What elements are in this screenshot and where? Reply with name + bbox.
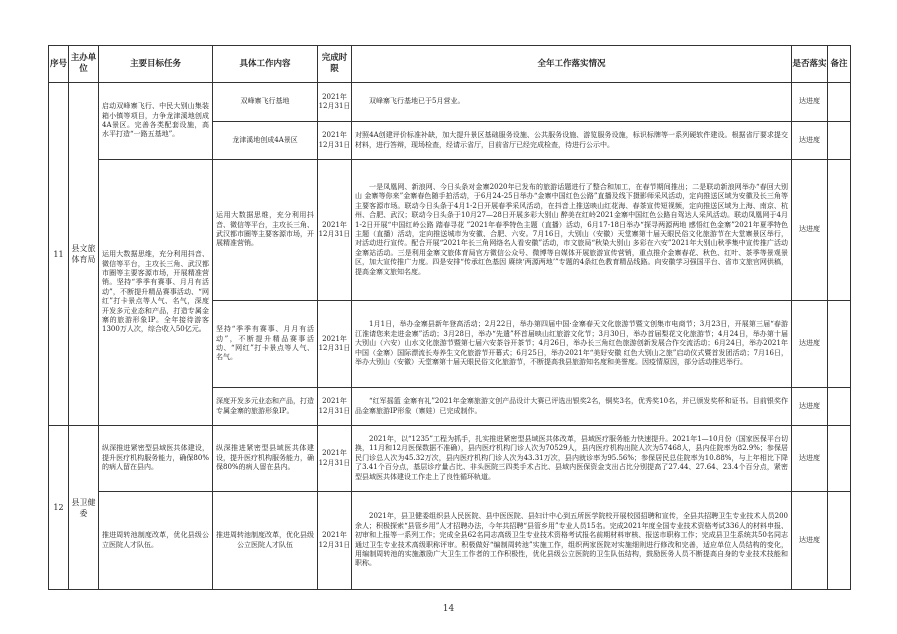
page xyxy=(48,45,850,590)
table-row xyxy=(49,426,851,492)
row-progress: 双峰寨飞行基地已于5月营业。 xyxy=(352,83,792,122)
row-progress: 2021年，以“1235”工程为抓手，扎实推进紧密型县域医共体改革，县域医疗服务能力快速提升。2021年1—10月份（国家医保平台切换，11月和12月医保数据不准确），县内医疗机构门诊人次为70529人，县内医疗机构出院人次为57468人，县内住院率为82.9%；参保居民门诊总人次为45.32万次，县内医疗机构门诊人次为43.31万次，县内就诊率为95.56%；参保居民总住院率为10.88%，与上年相比下降了3.41个百分点，基层诊疗量占比、非头医院三四类手术占比、县域内医保资金支出占比分别提高了27.44、27.64、23.4个百分点，紧密型县域医共体建设工作走上了良性循环轨道。 xyxy=(352,426,792,492)
row-goal: 启动双峰寨飞行、中民大别山集装箱小镇等项目，力争龙津溪地创成4A景区。完善各类配套设施，高水平打造“一路五基地”。 xyxy=(99,83,213,160)
row-deadline: 2021年12月31日 xyxy=(318,301,352,388)
row-deadline: 2021年12月31日 xyxy=(318,83,352,122)
row-deadline: 2021年12月31日 xyxy=(318,160,352,301)
table-row xyxy=(49,83,851,122)
row-note xyxy=(828,301,851,388)
row-goal: 运用大数据思维，充分利用抖音、微信等平台，主攻长三角、武汉都市圈等主要客源市场，开展精准营销。坚持“季季有赛事、月月有活动”，不断提升精品赛事活动、“网红”打卡景点等人气、名气，深度开发多元业态和产品，打造专属金寨的旅游形象IP。全年接待游客1300万人次，综合收入50亿元。 xyxy=(99,160,213,426)
row-note xyxy=(828,426,851,492)
row-goal: 推进周转池制度改革，优化县级公立医院人才队伍。 xyxy=(99,492,213,590)
row-work: 纵深推进紧密型县域医共体建设，提升医疗机构服务能力，确保80%的病人留在县内。 xyxy=(213,426,318,492)
page-number: 14 xyxy=(442,604,455,614)
row-work: 推进周转池制度改革，优化县级公立医院人才队伍 xyxy=(213,492,318,590)
row-progress: 2021年，县卫健委组织县人民医院、县中医医院、县妇计中心到五所医学院校开展校园招聘和宣传，全县共招聘卫生专业技术人员200余人；积极探索“县管乡用”人才招聘办法，今年共招聘“县管乡用”专业人员15名。完成2021年度全国专业技术资格考试336人的材料申报、初审和上报等一系列工作；完成全县62名同志高级卫生专业技术资格考试报名前期材料审核、报送市职称工作；完成县卫生系统共50名同志通过卫生专业技术高级职称评审。积极做好“编制周转池”实施工作，组织两家医院对实施细则进行修改和完善，适应单位人员结构的变化，用编制周转池的实施激励广大卫生工作者的工作积极性，优化县级公立医院的卫生队伍结构，鼓励医务人员不断提高自身的专业技术技能和职称。 xyxy=(352,492,792,590)
row-status: 达进度 xyxy=(792,83,828,122)
row-seq: 12 xyxy=(49,426,69,590)
row-unit: 县卫健委 xyxy=(69,426,99,590)
row-deadline: 2021年12月31日 xyxy=(318,388,352,426)
row-goal: 纵深推进紧密型县域医共体建设，提升医疗机构服务能力，确保80%的病人留在县内。 xyxy=(99,426,213,492)
row-deadline: 2021年12月31日 xyxy=(318,426,352,492)
header-deadline: 完成时限 xyxy=(318,46,352,83)
header-seq: 序号 xyxy=(49,46,69,83)
row-deadline: 2021年12月31日 xyxy=(318,492,352,590)
row-note xyxy=(828,122,851,160)
header-note: 备注 xyxy=(828,46,851,83)
header-done: 是否落实 xyxy=(792,46,828,83)
header-work: 具体工作内容 xyxy=(213,46,318,83)
row-progress: 对照4A创建评价标准补缺，加大提升景区基础服务设施、公共服务设施、游览服务设施，标识标牌等一系列硬软件建设。根据省厅要求提交材料，进行答辩，现场检查，经请示省厅，目前省厅已经完成检查，待进行公示中。 xyxy=(352,122,792,160)
work-progress-table xyxy=(48,45,851,590)
row-progress: 1月1日，举办金寨县新年登高活动；2月22日，举办第四届中国·金寨春天文化旅游节暨文创集市电商节；3月23日，开展第三届“春游江淮请您来走进金寨”活动；3月28日，举办“先遣”杯首届映山红旅游文化节；3月30日，举办首届梨花文化旅游节；4月24日，举办第十届大别山（六安）山水文化旅游节暨第七届六安茶谷开茶节；4月26日，举办长三角红色旅游创新发展合作交流活动；6月24日，举办2021年中国（金寨）国际漂流长寿养生文化旅游节开幕式；6月25日，举办2021年“美好安徽 红色大别山之旅”启动仪式暨首发团活动；7月16日，举办大别山（安徽）天堂寨第十届天眼民俗文化旅游节，不断提高我县旅游知名度和美誉度。因疫情原因，部分活动推迟举行。 xyxy=(352,301,792,388)
table-row xyxy=(49,160,851,301)
row-progress: 一是凤凰网、新浪网、今日头条对金寨2020年已发布的旅游话题进行了整合和加工，在春节期间推出；二是联动新浪网举办“春回大别山 金寨等你来”金寨春色随手拍活动，于6月24-25日举办“金寨中国红色公路”直播及线下摄影师采风活动，定向推送区域为安徽及长三角等主要客源市场。联动今日头条于4月1-2日开展春季采风活动，在抖音上推送映山红花海、春茶宣传短视频，定向推送区域为上海、南京、杭州、合肥、武汉；联动今日头条于10月27—28日开展多彩大别山 醉美在红岭2021金寨中国红色公路自驾达人采风活动。联动凤凰网于4月1-2日开展“中国红岭公路 踏春寻花 ”2021年春季特色主题（直播）活动，6月17-18日举办“探寻两源两地 感悟红色金寨”2021年夏季特色主题（直播）活动，定向推送城市为安徽、合肥、六安。7月16日，大别山（安徽）天堂寨第十届天眼民俗文化旅游节在大堂寨景区举行，对活动进行宣传。配合开展“2021年长三角网络名人看安徽”活动，市文旅局“秋染大别山 多彩在六安”2021年大别山秋季集中宣传推广活动金寨站活动。三是利用金寨文旅体育局官方微信公众号、微博等自媒体开展旅游宣传营销，重点推介金寨春花、秋色、红叶、茶季等景观景区，加大宣传推广力度。四是安排“传承红色基因 赓续‘两源两地’”专题的4条红色教育精品线路。向安徽学习强国平台、省市文旅官网供稿，提高金寨文旅知名度。 xyxy=(352,160,792,301)
row-note xyxy=(828,492,851,590)
row-unit: 县文旅体育局 xyxy=(69,83,99,426)
row-work: 双峰寨飞行基地 xyxy=(213,83,318,122)
row-note xyxy=(828,388,851,426)
row-seq: 11 xyxy=(49,83,69,426)
table-header-row xyxy=(49,46,851,83)
header-unit: 主办单位 xyxy=(69,46,99,83)
row-status: 达进度 xyxy=(792,301,828,388)
row-work: 深度开发多元业态和产品，打造专属金寨的旅游形象IP。 xyxy=(213,388,318,426)
row-progress: “红军摇篮 金寨有礼”2021年金寨旅游文创产品设计大赛已评选出银奖2名，铜奖3名，优秀奖10名，并已颁发奖杯和证书。目前银奖作品金寨旅游IP形象（寨娃）已完成制作。 xyxy=(352,388,792,426)
row-work: 运用大数据思维，充分利用抖音、微信等平台，主攻长三角、武汉都市圈等主要客源市场，开展精准营销。 xyxy=(213,160,318,301)
row-note xyxy=(828,160,851,301)
row-status: 达进度 xyxy=(792,160,828,301)
row-work: 龙津溪地创成4A景区 xyxy=(213,122,318,160)
row-status: 达进度 xyxy=(792,426,828,492)
row-note xyxy=(828,83,851,122)
row-status: 达进度 xyxy=(792,122,828,160)
row-status: 达进度 xyxy=(792,492,828,590)
row-deadline: 2021年12月31日 xyxy=(318,122,352,160)
header-progress: 全年工作落实情况 xyxy=(352,46,792,83)
table-row xyxy=(49,492,851,590)
row-work: 坚持“季季有赛事、月月有活动”，不断提升精品赛事活动、“网红”打卡景点等人气、名气。 xyxy=(213,301,318,388)
header-goal: 主要目标任务 xyxy=(99,46,213,83)
row-status: 达进度 xyxy=(792,388,828,426)
